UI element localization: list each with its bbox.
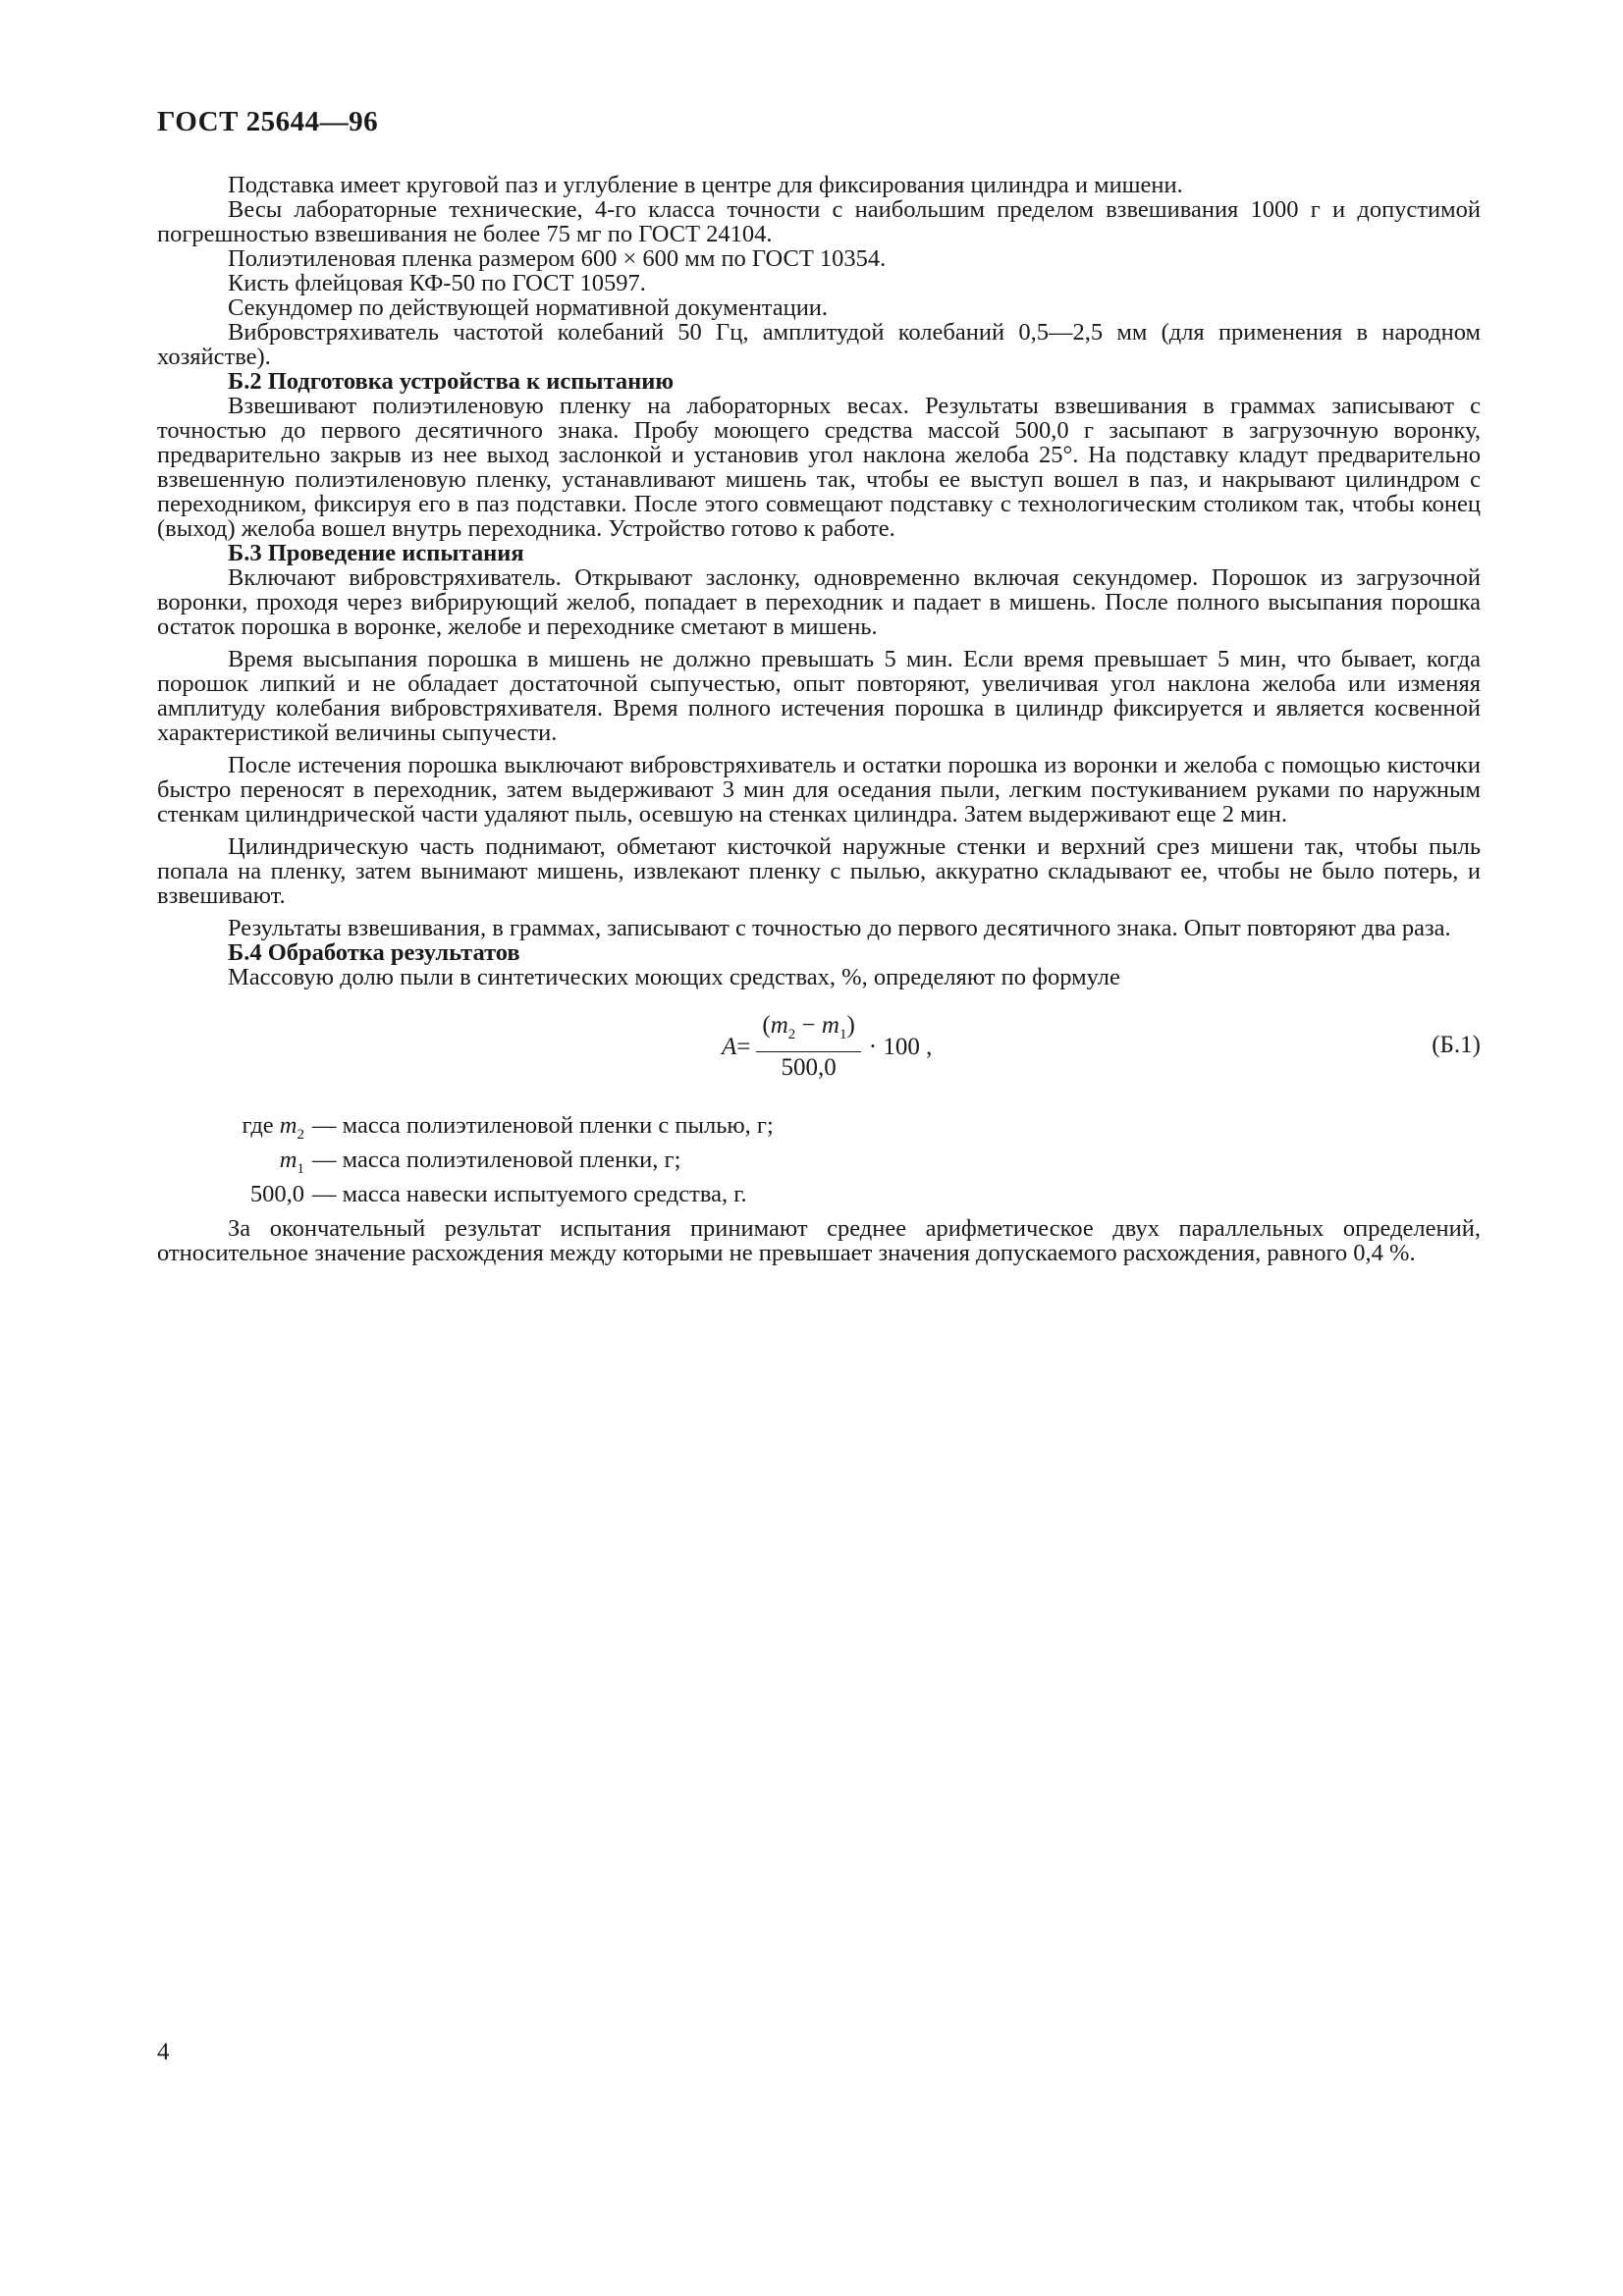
formula-fraction <box>756 1013 860 1080</box>
definition-text: — масса навески испытуемого средства, г. <box>312 1181 747 1207</box>
definition-text: — масса полиэтиленовой пленки, г; <box>312 1147 681 1173</box>
section-title-b4: Б.4 Обработка результатов <box>228 939 520 966</box>
document-body <box>157 173 1481 1265</box>
paren-close: ) <box>846 1012 855 1039</box>
formula-tail: · 100 , <box>868 1033 933 1060</box>
paragraph: Вибровстряхиватель частотой колебаний 50 Гц, амплитудой колебаний 0,5—2,5 мм (для применения в народном хозяйстве). <box>157 319 1481 370</box>
formula-definitions <box>157 1113 1481 1216</box>
definition-text: — масса полиэтиленовой пленки с пылью, г; <box>312 1112 774 1139</box>
formula-b1 <box>157 993 1481 1103</box>
formula-numerator <box>756 1013 860 1052</box>
paragraph: Секундомер по действующей нормативной документации. <box>228 294 829 321</box>
sub-1: 1 <box>839 1027 847 1042</box>
formula-equals: = <box>736 1033 751 1060</box>
paragraph: Взвешивают полиэтиленовую пленку на лабораторных весах. Результаты взвешивания в граммах записывают с точностью до первого десятичного знака. Пробу моющего средства массой 500,0 г засыпают в загрузочную воронку, предварительно закрыв из нее выход заслонкой и установив угол наклона желоба 25°. На подставку кладут предварительно взвешенную полиэтиленовую пленку, устанавливают мишень так, чтобы ее выступ вошел в паз, и накрывают цилиндром с переходником, фиксируя его в паз подставки. После этого совмещают подставку с технологическим столиком так, чтобы конец (выход) желоба вошел внутрь переходника. Устройство готово к работе. <box>157 393 1481 542</box>
formula-lhs: A <box>722 1033 737 1060</box>
sub-2: 2 <box>787 1027 796 1042</box>
paragraph: Массовую долю пыли в синтетических моющих средствах, %, определяют по формуле <box>228 964 1120 990</box>
paragraph: Весы лабораторные технические, 4-го класса точности с наибольшим пределом взвешивания 1000 г и допустимой погрешностью взвешивания не более 75 мг по ГОСТ 24104. <box>157 196 1481 247</box>
definition-symbol: где $m_2$ <box>242 1112 304 1143</box>
paragraph: Кисть флейцовая КФ-50 по ГОСТ 10597. <box>228 270 646 296</box>
paragraph: Цилиндрическую часть поднимают, обметают кисточкой наружные стенки и верхний срез мишени так, чтобы пыль попала на пленку, затем вынимают мишень, извлекают пленку с пылью, аккуратно складывают ее, чтобы не было потерь, и взвешивают. <box>157 833 1481 909</box>
paragraph: Подставка имеет круговой паз и углубление в центре для фиксирования цилиндра и мишени. <box>228 172 1183 198</box>
formula-label: (Б.1) <box>1432 1032 1481 1058</box>
paragraph: После истечения порошка выключают вибровстряхиватель и остатки порошка из воронки и желоба с помощью кисточки быстро переносят в переходник, затем выдерживают 3 мин для оседания пыли, легким постукиванием руками по наружным стенкам цилиндрической части удаляют пыль, осевшую на стенках цилиндра. Затем выдерживают еще 2 мин. <box>157 752 1481 828</box>
definition-symbol: 500,0 <box>249 1181 304 1207</box>
paren-open: ( <box>762 1012 771 1039</box>
paragraph: Время высыпания порошка в мишень не должно превышать 5 мин. Если время превышает 5 мин, что бывает, когда порошок липкий и не обладает достаточной сыпучестью, опыт повторяют, увеличивая угол наклона желоба или изменяя амплитуду колебания вибровстряхивателя. Время полного истечения порошка в цилиндр фиксируется и является косвенной характеристикой величины сыпучести. <box>157 646 1481 746</box>
document-header: ГОСТ 25644—96 <box>157 106 379 137</box>
section-title-b3: Б.3 Проведение испытания <box>228 540 524 566</box>
var-m1: m <box>821 1012 839 1039</box>
definition-row <box>157 1148 1481 1182</box>
formula-expression <box>722 1013 932 1080</box>
definition-row <box>157 1182 1481 1216</box>
section-title-b2: Б.2 Подготовка устройства к испытанию <box>228 368 675 395</box>
var-m2: m <box>770 1012 788 1039</box>
paragraph: Полиэтиленовая пленка размером 600 × 600 мм по ГОСТ 10354. <box>228 245 887 272</box>
paragraph: Включают вибровстряхиватель. Открывают заслонку, одновременно включая секундомер. Порошок из загрузочной воронки, проходя через вибрирующий желоб, попадает в переходник и падает в мишень. После полного высыпания порошка остаток порошка в воронке, желобе и переходнике сметают в мишень. <box>157 564 1481 640</box>
paragraph: Результаты взвешивания, в граммах, записывают с точностью до первого десятичного знака. Опыт повторяют два раза. <box>228 915 1451 941</box>
definition-row <box>157 1113 1481 1148</box>
page-number: 4 <box>157 2039 170 2065</box>
minus-sign: − <box>795 1012 822 1039</box>
paragraph: За окончательный результат испытания принимают среднее арифметическое двух параллельных определений, относительное значение расхождения между которыми не превышает значения допускаемого расхождения, равного 0,4 %. <box>157 1215 1481 1266</box>
formula-denominator: 500,0 <box>781 1054 837 1081</box>
definition-symbol: $m_1$ <box>279 1147 304 1177</box>
